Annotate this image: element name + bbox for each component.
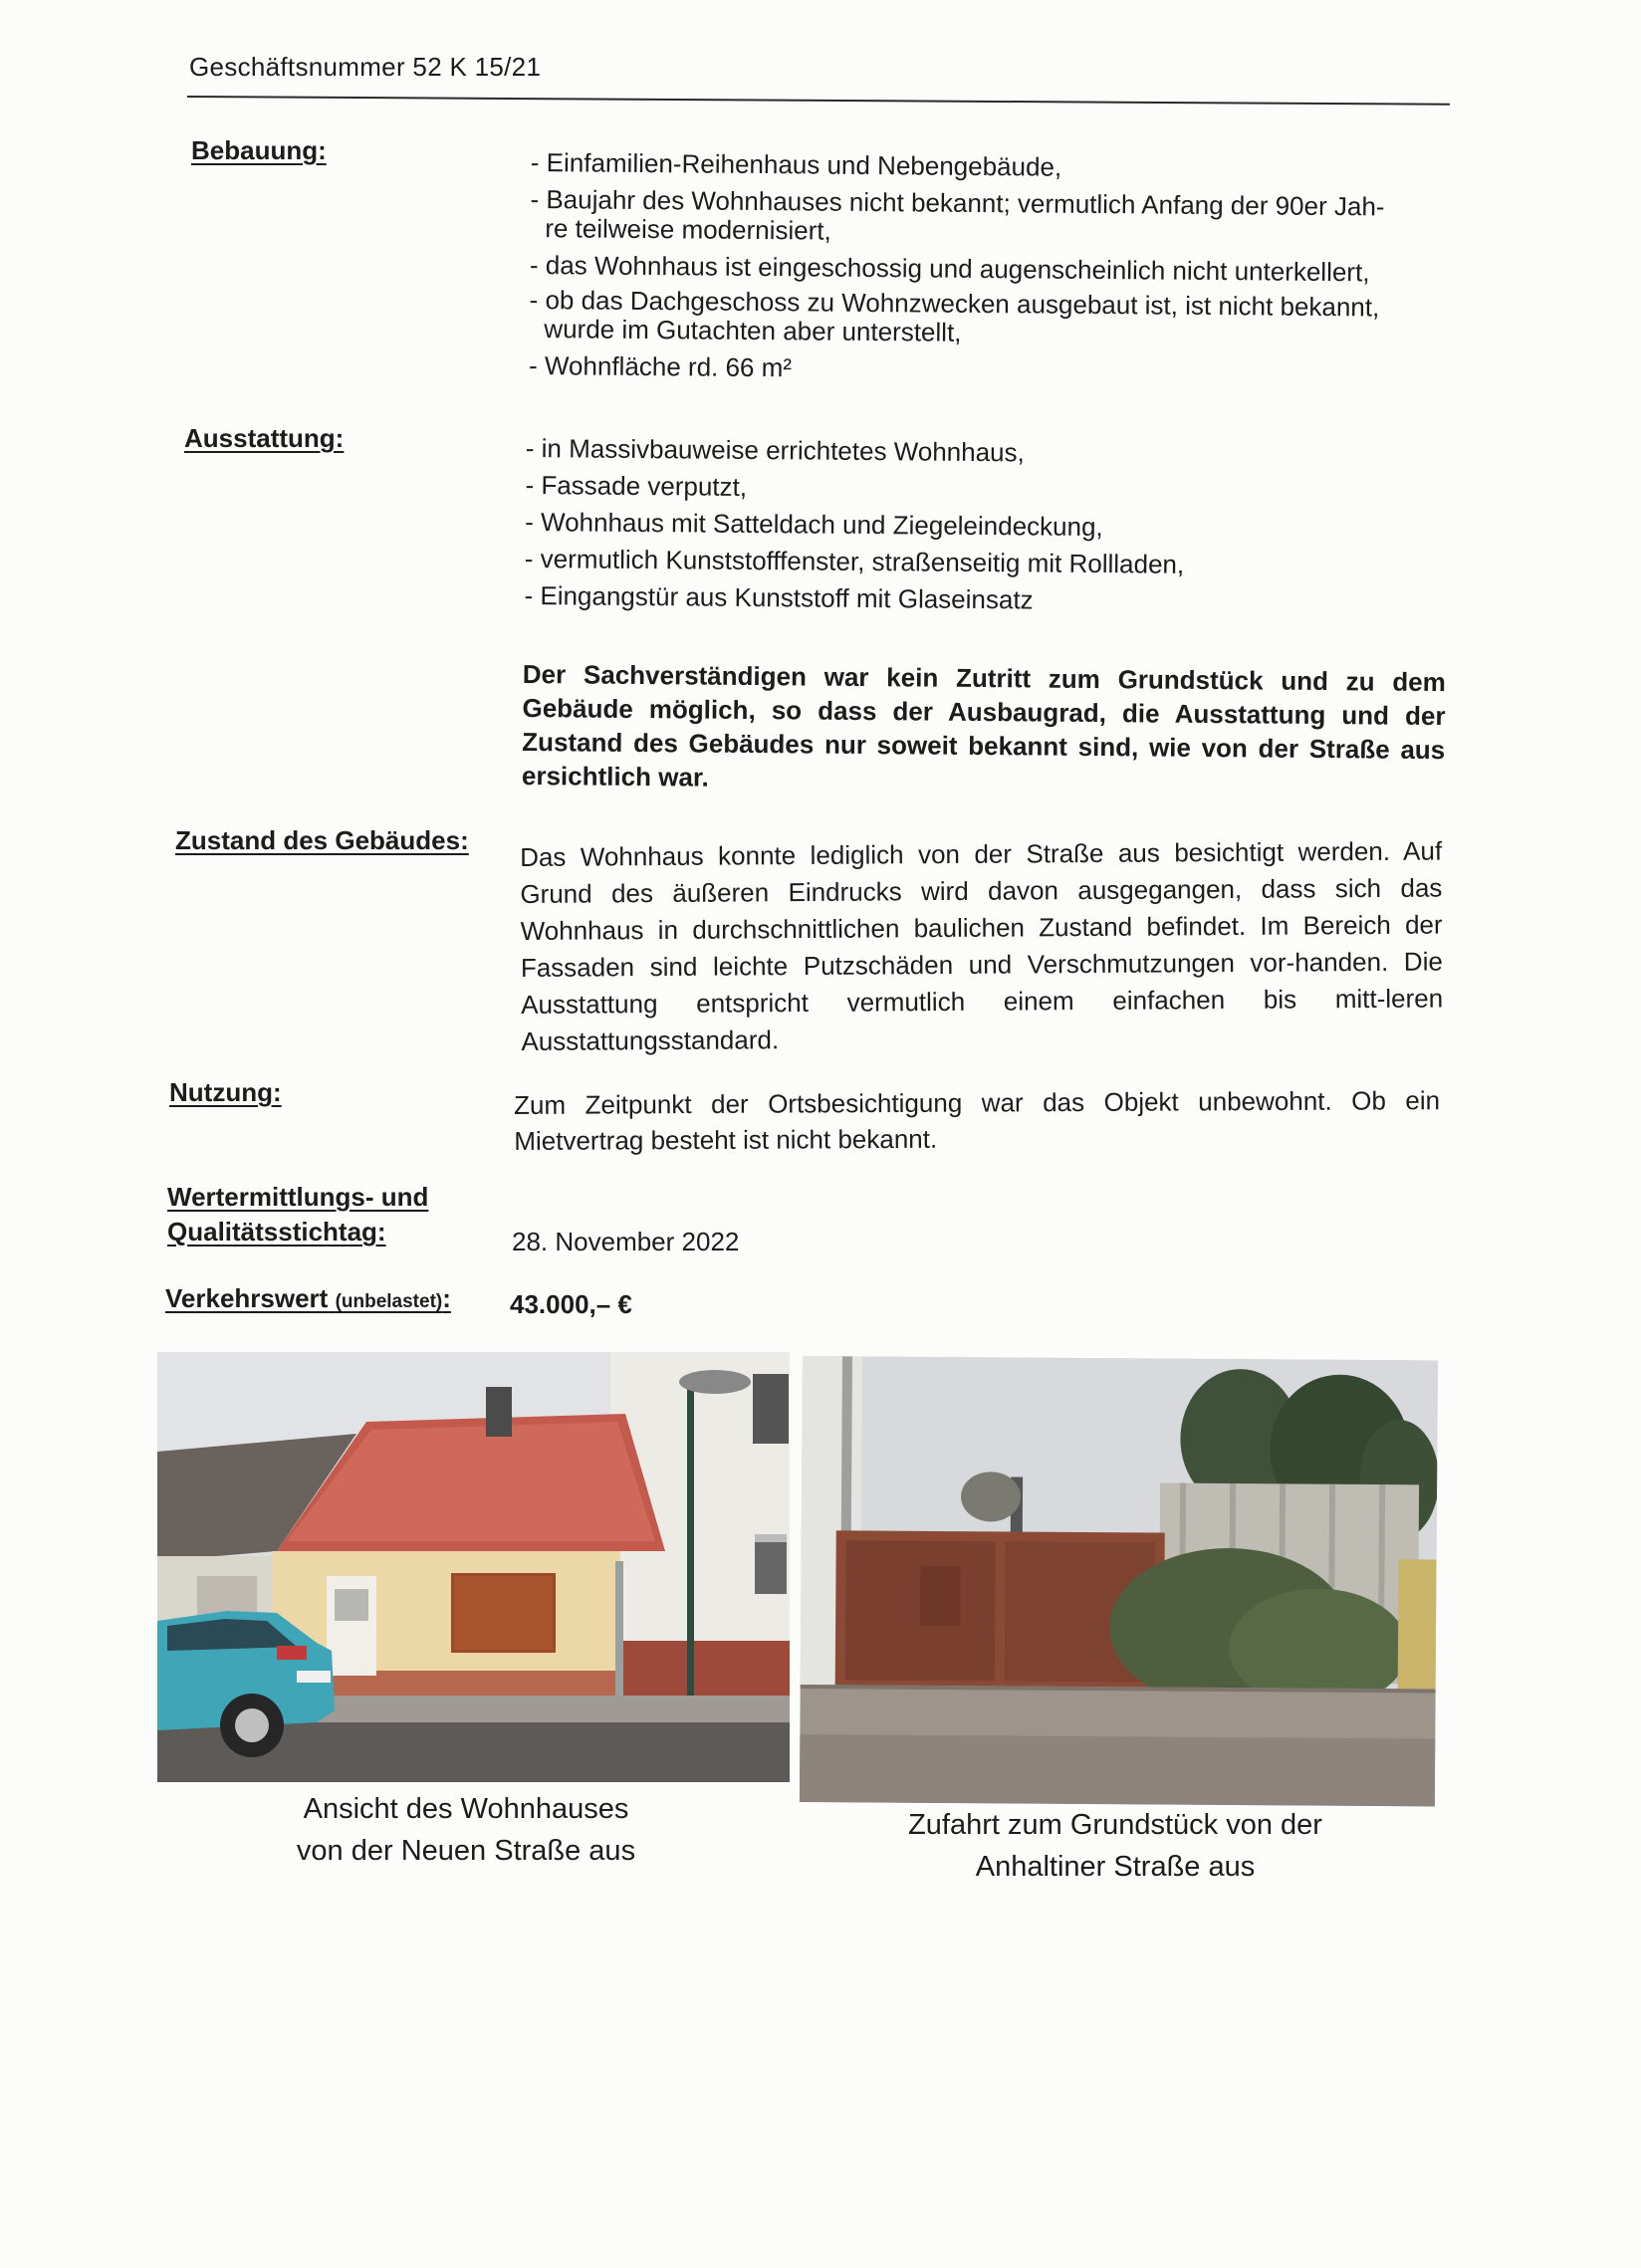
driveway-image bbox=[800, 1356, 1438, 1806]
photo2-caption-line2: Anhaltiner Straße aus bbox=[975, 1851, 1256, 1883]
verkehrswert-label-small: (unbelastet) bbox=[335, 1291, 443, 1312]
ausstattung-item: - Wohnhaus mit Satteldach und Ziegeleindeckung, bbox=[525, 506, 1103, 543]
photo1-caption-line2: von der Neuen Straße aus bbox=[296, 1835, 636, 1867]
photo1-caption bbox=[237, 1788, 695, 1872]
stichtag-label-line2: Qualitätsstichtag: bbox=[167, 1217, 386, 1247]
zustand-text: Das Wohnhaus konnte lediglich von der Straße aus besichtigt werden. Auf Grund des äußeren Eindrucks wird davon ausgegangen, dass sich das Wohnhaus in durchschnittlichen baulichen Zustand befindet. Im Bereich der Fassaden sind leichte Putzschäden und Verschmutzungen vor-handen. Die Ausstattung entspricht vermutlich einem einfachen bis mitt-leren Ausstattungsstandard. bbox=[520, 835, 1444, 1056]
verkehrswert-label bbox=[165, 1281, 451, 1319]
ausstattung-item: - vermutlich Kunststofffenster, straßenseitig mit Rollladen, bbox=[524, 543, 1185, 579]
bebauung-item: - ob das Dachgeschoss zu Wohnzwecken ausgebaut ist, ist nicht bekannt, bbox=[529, 284, 1380, 323]
bebauung-item: - Baujahr des Wohnhauses nicht bekannt; vermutlich Anfang der 90er Jah- bbox=[530, 183, 1385, 222]
house-front-image bbox=[157, 1352, 790, 1782]
ausstattung-list bbox=[524, 430, 1462, 622]
photo2-caption bbox=[856, 1804, 1374, 1888]
ausstattung-label: Ausstattung: bbox=[184, 423, 345, 453]
photo1-caption-line1: Ansicht des Wohnhauses bbox=[303, 1793, 629, 1825]
bebauung-item: re teilweise modernisiert, bbox=[545, 213, 831, 246]
bebauung-item: - Wohnfläche rd. 66 m² bbox=[528, 349, 793, 383]
case-number: Geschäftsnummer 52 K 15/21 bbox=[189, 52, 542, 82]
ausstattung-item: - in Massivbauweise errichtetes Wohnhaus, bbox=[525, 432, 1025, 468]
verkehrswert-colon: : bbox=[442, 1283, 451, 1313]
verkehrswert-value: 43.000,– € bbox=[510, 1289, 632, 1319]
zustand-label: Zustand des Gebäudes: bbox=[175, 825, 469, 855]
bebauung-list bbox=[529, 144, 1467, 392]
access-note: Der Sachverständigen war kein Zutritt zum Grundstück und zu dem Gebäude möglich, so dass der Ausbaugrad, die Ausstattung und der Zustand des Gebäudes nur soweit bekannt sind, wie von der Straße aus ersichtlich war. bbox=[521, 658, 1446, 793]
photo2-caption-line1: Zufahrt zum Grundstück von der bbox=[908, 1809, 1322, 1841]
ausstattung-item: - Eingangstür aus Kunststoff mit Glaseinsatz bbox=[524, 579, 1034, 615]
bebauung-item: - Einfamilien-Reihenhaus und Nebengebäude, bbox=[530, 146, 1062, 182]
photo-house-front bbox=[157, 1352, 790, 1782]
verkehrswert-label-text: Verkehrswert bbox=[165, 1283, 329, 1313]
nutzung-text: Zum Zeitpunkt der Ortsbesichtigung war das Objekt unbewohnt. Ob ein Mietvertrag besteht ist nicht bekannt. bbox=[514, 1085, 1441, 1156]
stichtag-label-line1: Wertermittlungs- und bbox=[167, 1182, 429, 1212]
stichtag-label bbox=[167, 1180, 428, 1249]
nutzung-label: Nutzung: bbox=[169, 1077, 282, 1107]
ausstattung-item: - Fassade verputzt, bbox=[525, 469, 748, 502]
header-rule bbox=[187, 96, 1450, 106]
bebauung-item: - das Wohnhaus ist eingeschossig und augenscheinlich nicht unterkellert, bbox=[529, 249, 1370, 288]
photo-driveway bbox=[800, 1356, 1438, 1806]
stichtag-value: 28. November 2022 bbox=[512, 1227, 740, 1256]
bebauung-label: Bebauung: bbox=[191, 135, 327, 165]
bebauung-item: wurde im Gutachten aber unterstellt, bbox=[544, 314, 962, 347]
